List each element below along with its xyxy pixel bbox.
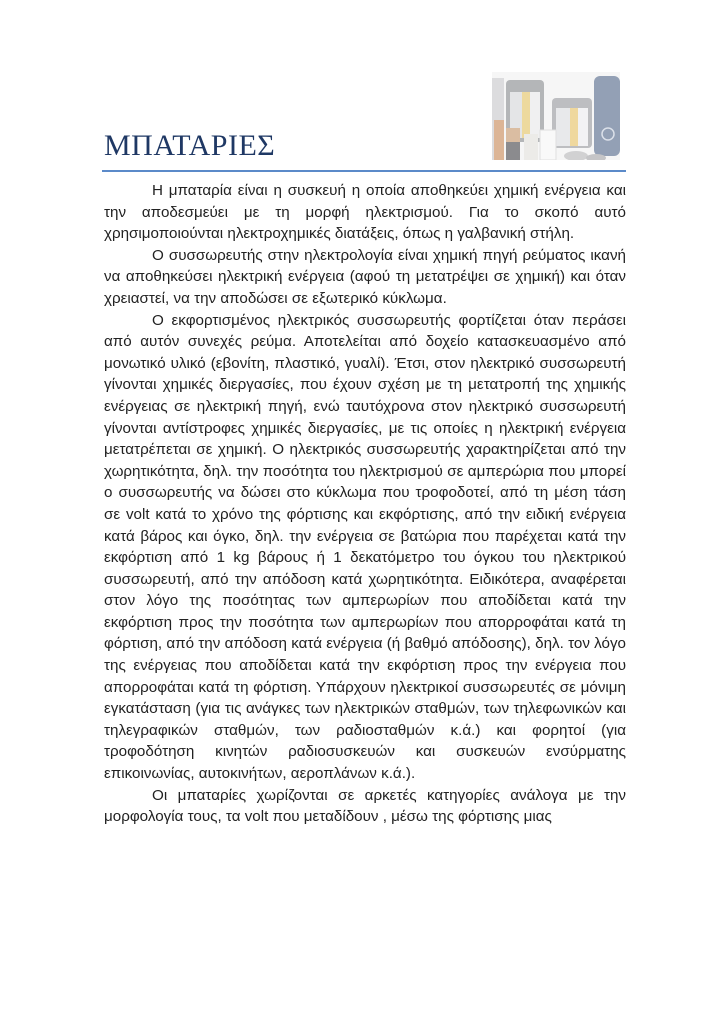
document-body bbox=[104, 180, 626, 828]
title-divider bbox=[102, 170, 626, 172]
batteries-photo-icon bbox=[492, 72, 620, 160]
paragraph: Οι μπαταρίες χωρίζονται σε αρκετές κατηγορίες ανάλογα με την μορφολογία τους, τα volt που μεταδίδουν , μέσω της φόρτισης μιας bbox=[104, 786, 626, 826]
paragraph: Η μπαταρία είναι η συσκευή η οποία αποθηκεύει χημική ενέργεια και την αποδεσμεύει με τη μορφή ηλεκτρισμού. Για το σκοπό αυτό χρησιμοποιούνται ηλεκτροχημικές διατάξεις, όπως η γαλβανική στήλη. bbox=[104, 182, 626, 243]
paragraph: Ο συσσωρευτής στην ηλεκτρολογία είναι χημική πηγή ρεύματος ικανή να αποθηκεύσει ηλεκτρική ενέργεια (αφού τη μετατρέψει σε χημική) και όταν χρειαστεί, να την αποδώσει σε εξωτερικό κύκλωμα. bbox=[104, 246, 626, 307]
page-title: ΜΠΑΤΑΡΙΕΣ bbox=[104, 129, 276, 162]
paragraph: Ο εκφορτισμένος ηλεκτρικός συσσωρευτής φορτίζεται όταν περάσει από αυτόν συνεχές ρεύμα. Αποτελείται από δοχείο κατασκευασμένο από μονωτικό υλικό (εβονίτη, πλαστικό, γυαλί). Έτσι, στον ηλεκτρικό συσσωρευτή γίνονται χημικές διεργασίες, που έχουν σχέση με τη μετατροπή της χημικής ενέργειας σε ηλεκτρική πηγή, ενώ ταυτόχρονα στον ηλεκτρικό συσσωρευτή γίνονται αντίστροφες χημικές διεργασίες, με τις οποίες η ηλεκτρική ενέργεια μετατρέπεται σε χημική. Ο ηλεκτρικός συσσωρευτής χαρακτηρίζεται από την χωρητικότητα, δηλ. την ποσότητα του ηλεκτρισμού σε αμπερώρια που μπορεί ο συσσωρευτής να δώσει στο κύκλωμα που τροφοδοτεί, από τη μέση τάση σε volt κατά το χρόνο της φόρτισης και εκφόρτισης, από την ειδική ενέργεια κατά βάρος και όγκο, δηλ. την ενέργεια σε βατώρια που παρέχεται κατά την εκφόρτιση από 1 kg βάρους ή 1 δεκατόμετρο του όγκου του ηλεκτρικού συσσωρευτή, από την απόδοση κατά χωρητικότητα. Ειδικότερα, αναφέρεται στον λόγο της ποσότητας των αμπερωρίων που αποδίδεται κατά την εκφόρτιση προς την ποσότητα των αμπερωρίων που απορροφάται κατά τη φόρτιση, από την απόδοση κατά ενέργεια (ή βαθμό απόδοσης), δηλ. τον λόγο της ενέργειας που αποδίδεται κατά την εκφόρτιση προς την ενέργεια που απορροφάται κατά τη φόρτιση. Υπάρχουν ηλεκτρικοί συσσωρευτές σε μόνιμη εγκατάσταση (για τις ανάγκες των ηλεκτρικών σταθμών, των τηλεφωνικών και τηλεγραφικών σταθμών, των ραδιοσταθμών κ.ά.) και φορητοί (για τροφοδότηση κινητών ραδιοσυσκευών και συσκευών ενσύρματης επικοινωνίας, αυτοκινήτων, αεροπλάνων κ.ά.). bbox=[104, 311, 626, 783]
